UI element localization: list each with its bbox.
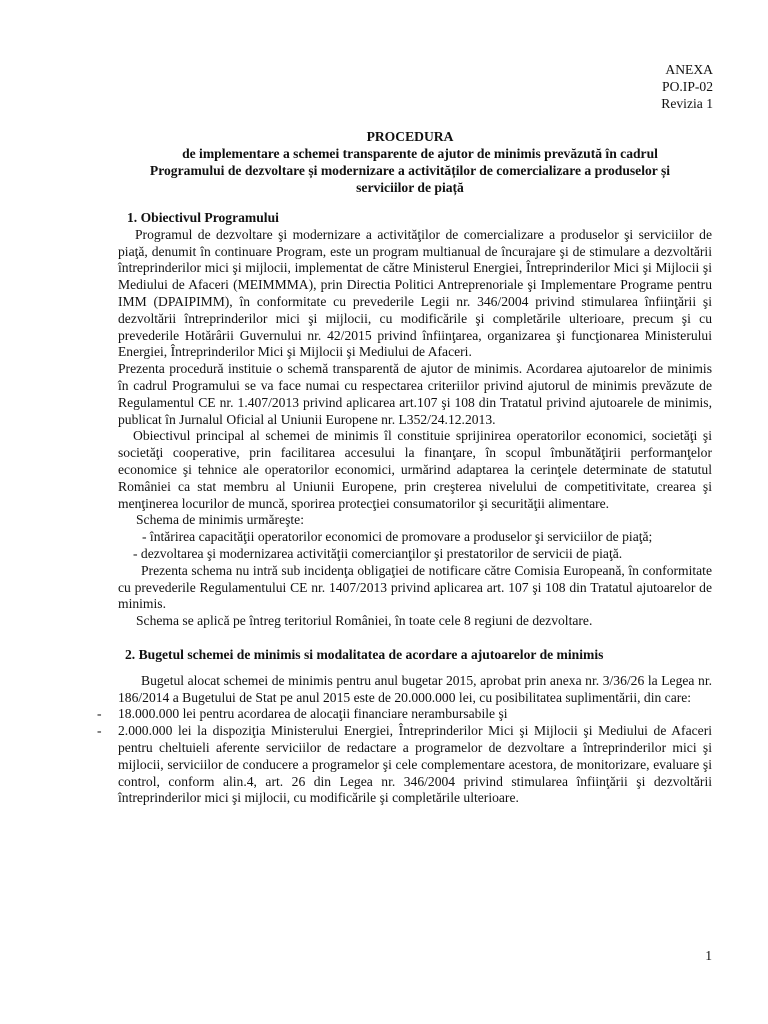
list-dash: - <box>97 723 102 739</box>
section-2-heading: 2. Bugetul schemei de minimis si modalitatea de acordare a ajutoarelor de minimis <box>125 646 604 662</box>
list-dash: - <box>97 706 102 722</box>
section-1-paragraph-4: Schema de minimis urmăreşte: <box>136 512 304 528</box>
budget-allocation-list <box>97 706 712 807</box>
annex-reference <box>661 61 713 112</box>
title-subtitle-line-1: de implementare a schemei transparente de ajutor de minimis prevăzută în cadrul <box>182 146 658 161</box>
section-1-objective-2: - dezvoltarea şi modernizarea activităţii comercianţilor şi prestatorilor de servicii de piaţă. <box>133 545 623 561</box>
section-1-paragraph-2: Prezenta procedură instituie o schemă transparentă de ajutor de minimis. Acordarea ajutoarelor de minimis în cadrul Programului se va face numai cu respectarea criteriilor privind ajutorul de minimis prevăzute de Regulamentul CE nr. 1.407/2013 privind aplicarea art.107 şi 108 din Tratatul privind ajutoarele de minimis, publicat în Jurnalul Oficial al Uniunii Europene nr. L352/24.12.2013. <box>118 361 712 427</box>
procedure-code: PO.IP-02 <box>662 79 713 94</box>
section-1-paragraph-3: Obiectivul principal al schemei de minimis îl constituie sprijinirea operatorilor economici, societăţi şi societăţi cooperative, prin facilitarea accesului la finanţare, în scopul îmbunătăţirii performanţelor economice şi tehnice ale operatorilor economici, urmărind adaptarea la cerinţele determinate de statutul României ca stat membru al Uniunii Europene, prin creşterea nivelului de competitivitate, crearea şi menţinerea locurilor de muncă, sporirea protecţiei consumatorilor şi securităţii alimentare. <box>118 428 712 511</box>
section-1-objective-1: - întărirea capacităţii operatorilor economici de promovare a produselor şi serviciilor de piaţă; <box>142 529 653 545</box>
list-item: - 18.000.000 lei pentru acordarea de alocaţii financiare nerambursabile şi <box>97 706 508 722</box>
annex-label: ANEXA <box>665 62 713 77</box>
section-1-paragraph-5: Prezenta schema nu intră sub incidenţa obligaţiei de notificare către Comisia Europeană, în conformitate cu prevederile Regulamentului CE nr. 1407/2013 privind aplicarea art. 107 şi 108 din Tratatul ajutoarelor de minimis. <box>118 562 712 612</box>
page-number: 1 <box>705 948 712 963</box>
list-item: - 2.000.000 lei la dispoziţia Ministerului Energiei, Întreprinderilor Mici şi Mijlocii şi Mediului de Afaceri pentru cheltuieli aferente serviciilor de redactare a programelor de dezvoltare a întreprinderilor mici şi mijlocii, serviciilor de conducere a programelor şi cele complementare acestora, de monitorizare, evaluare şi control, conform alin.4, art. 26 din Legea nr. 346/2004 privind stimularea înfiinţării şi dezvoltării întreprinderilor mici şi mijlocii, cu modificările şi completările ulterioare. <box>97 723 712 806</box>
section-2-paragraph-1: Bugetul alocat schemei de minimis pentru anul bugetar 2015, aprobat prin anexa nr. 3/36/26 la Legea nr. 186/2014 a Bugetului de Stat pe anul 2015 este de 20.000.000 lei, cu posibilitatea suplimentării, din care: <box>118 672 712 705</box>
revision-label: Revizia 1 <box>661 96 713 111</box>
document-title <box>95 128 725 196</box>
section-1-paragraph-6: Schema se aplică pe întreg teritoriul României, în toate cele 8 regiuni de dezvoltare. <box>136 613 593 629</box>
title-heading: PROCEDURA <box>366 129 454 144</box>
document-body <box>97 210 712 807</box>
section-1-heading: 1. Obiectivul Programului <box>127 210 279 225</box>
title-subtitle-line-3: serviciilor de piață <box>356 180 464 195</box>
section-1-paragraph-1: Programul de dezvoltare şi modernizare a activităţilor de comercializare a produselor şi serviciilor de piaţă, denumit în continuare Program, este un program multianual de încurajare şi de stimulare a dezvoltării întreprinderilor mici şi mijlocii, implementat de către Ministerul Energiei, Întreprinderilor Mici şi Mijlocii şi Mediului de Afaceri (MEIMMMA), prin Directia Politici Antreprenoriale şi Implementare Programe pentru IMM (DPAIPIMM), în conformitate cu prevederile Legii nr. 346/2004 privind stimularea înfiinţării şi dezvoltării întreprinderilor mici şi mijlocii, cu modificările şi completările ulterioare, precum şi cu prevederile Hotărârii Guvernului nr. 42/2015 privind înfiinţarea, organizarea şi funcţionarea Ministerului Energiei, Întreprinderilor Mici şi Mijlocii şi Mediului de Afaceri. <box>118 226 712 360</box>
title-subtitle-line-2: Programului de dezvoltare și modernizare a activităților de comercializare a produselor și <box>149 163 671 178</box>
